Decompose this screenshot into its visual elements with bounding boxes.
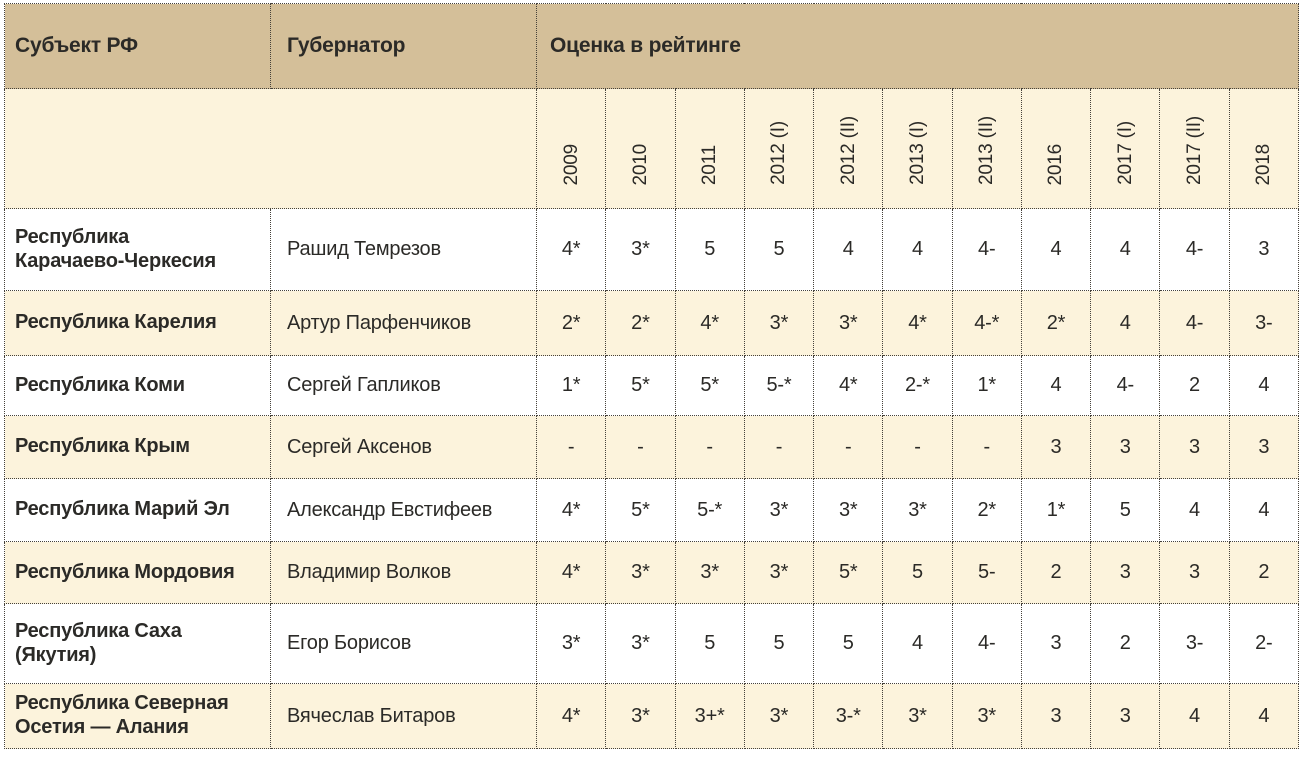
rating-cell: 3* — [744, 684, 813, 749]
rating-cell: 4 — [883, 604, 952, 684]
rating-cell: - — [606, 416, 675, 479]
table-row — [5, 684, 1299, 749]
rating-cell: 5* — [814, 542, 883, 604]
rating-cell: 4 — [1160, 479, 1229, 542]
rating-cell: 3* — [606, 684, 675, 749]
rating-cell: 5-* — [675, 479, 744, 542]
rating-cell: 4 — [883, 209, 952, 291]
rating-cell: - — [814, 416, 883, 479]
rating-cell: 3* — [606, 209, 675, 291]
column-header-subject: Субъект РФ — [5, 4, 271, 89]
governor-cell: Вячеслав Битаров — [271, 684, 537, 749]
rating-cell: - — [952, 416, 1021, 479]
year-header-cell — [1160, 89, 1229, 209]
rating-cell: - — [675, 416, 744, 479]
rating-cell: 2 — [1229, 542, 1298, 604]
table-row — [5, 356, 1299, 416]
table-row — [5, 479, 1299, 542]
governor-cell: Сергей Аксенов — [271, 416, 537, 479]
table-row — [5, 209, 1299, 291]
rating-cell: 3* — [744, 291, 813, 356]
rating-cell: 2 — [1160, 356, 1229, 416]
rating-cell: 1* — [952, 356, 1021, 416]
rating-cell: 4* — [675, 291, 744, 356]
year-label: 2012 (II) — [837, 116, 859, 185]
rating-cell: 3* — [744, 542, 813, 604]
rating-cell: 3 — [1229, 416, 1298, 479]
governor-cell: Александр Евстифеев — [271, 479, 537, 542]
year-header-cell — [814, 89, 883, 209]
rating-cell: 4* — [883, 291, 952, 356]
rating-cell: 2* — [537, 291, 606, 356]
column-header-governor: Губернатор — [271, 4, 537, 89]
rating-cell: 2- — [1229, 604, 1298, 684]
rating-cell: 3* — [814, 479, 883, 542]
rating-cell: 3 — [1091, 416, 1160, 479]
rating-cell: 4* — [537, 542, 606, 604]
rating-cell: 4- — [1160, 291, 1229, 356]
rating-cell: 3* — [675, 542, 744, 604]
rating-cell: 4- — [1160, 209, 1229, 291]
year-header-cell — [537, 89, 606, 209]
year-header-cell — [1021, 89, 1090, 209]
year-label: 2011 — [699, 144, 721, 185]
year-header-row — [5, 89, 1299, 209]
year-header-cell — [675, 89, 744, 209]
rating-cell: 5 — [883, 542, 952, 604]
subject-cell: Республика Марий Эл — [5, 479, 271, 542]
rating-cell: 3* — [883, 479, 952, 542]
governor-rating-table — [4, 3, 1299, 749]
rating-cell: 4- — [952, 209, 1021, 291]
rating-cell: 5 — [1091, 479, 1160, 542]
rating-cell: - — [744, 416, 813, 479]
rating-cell: 3 — [1021, 604, 1090, 684]
rating-cell: 5 — [675, 604, 744, 684]
rating-cell: 3- — [1229, 291, 1298, 356]
year-header-cell — [952, 89, 1021, 209]
year-header-cell — [606, 89, 675, 209]
rating-cell: 3 — [1091, 684, 1160, 749]
year-header-cell — [744, 89, 813, 209]
year-label: 2017 (II) — [1184, 116, 1206, 185]
rating-cell: 5* — [675, 356, 744, 416]
rating-cell: 4 — [1021, 209, 1090, 291]
rating-cell: - — [537, 416, 606, 479]
rating-cell: 5* — [606, 356, 675, 416]
rating-cell: 3* — [814, 291, 883, 356]
year-label: 2010 — [629, 143, 651, 185]
rating-cell: 2* — [952, 479, 1021, 542]
rating-cell: 2 — [1091, 604, 1160, 684]
rating-cell: 3+* — [675, 684, 744, 749]
table-row — [5, 416, 1299, 479]
governor-cell: Сергей Гапликов — [271, 356, 537, 416]
year-label: 2013 (I) — [906, 121, 928, 185]
rating-cell: 4 — [1021, 356, 1090, 416]
rating-cell: 3* — [606, 604, 675, 684]
rating-cell: 4 — [1091, 291, 1160, 356]
year-label: 2012 (I) — [768, 121, 790, 185]
subject-cell: Республика Коми — [5, 356, 271, 416]
rating-cell: 3- — [1160, 604, 1229, 684]
subject-cell: Республика Мордовия — [5, 542, 271, 604]
rating-cell: 4-* — [952, 291, 1021, 356]
rating-cell: 5- — [952, 542, 1021, 604]
table-row — [5, 604, 1299, 684]
rating-cell: 4 — [1229, 684, 1298, 749]
rating-cell: 3 — [1091, 542, 1160, 604]
column-header-rating: Оценка в рейтинге — [537, 4, 1299, 89]
rating-cell: 3 — [1021, 684, 1090, 749]
rating-cell: 4 — [814, 209, 883, 291]
rating-cell: 3-* — [814, 684, 883, 749]
rating-cell: 4 — [1229, 356, 1298, 416]
rating-cell: 3* — [537, 604, 606, 684]
year-label: 2016 — [1045, 143, 1067, 185]
rating-cell: 3 — [1160, 416, 1229, 479]
year-header-cell — [1229, 89, 1298, 209]
table-body — [5, 209, 1299, 749]
year-label: 2009 — [560, 143, 582, 185]
year-row-spacer — [5, 89, 537, 209]
rating-cell: 4 — [1229, 479, 1298, 542]
governor-cell: Рашид Темрезов — [271, 209, 537, 291]
table-row — [5, 542, 1299, 604]
rating-cell: 5 — [744, 604, 813, 684]
subject-cell: Республика Северная Осетия — Алания — [5, 684, 271, 749]
rating-cell: 1* — [537, 356, 606, 416]
rating-cell: 3* — [606, 542, 675, 604]
year-label: 2013 (II) — [976, 116, 998, 185]
table-header-row — [5, 4, 1299, 89]
rating-cell: 5 — [744, 209, 813, 291]
rating-cell: 3 — [1160, 542, 1229, 604]
rating-cell: 4- — [952, 604, 1021, 684]
rating-cell: 3* — [952, 684, 1021, 749]
subject-cell: Республика Саха (Якутия) — [5, 604, 271, 684]
year-header-cell — [1091, 89, 1160, 209]
rating-cell: 5-* — [744, 356, 813, 416]
governor-cell: Владимир Волков — [271, 542, 537, 604]
rating-cell: 1* — [1021, 479, 1090, 542]
year-label: 2018 — [1253, 143, 1275, 185]
rating-cell: - — [883, 416, 952, 479]
governor-cell: Артур Парфенчиков — [271, 291, 537, 356]
rating-cell: 3* — [883, 684, 952, 749]
subject-cell: Республика Карелия — [5, 291, 271, 356]
rating-cell: 5* — [606, 479, 675, 542]
rating-cell: 3 — [1229, 209, 1298, 291]
rating-cell: 2-* — [883, 356, 952, 416]
governor-cell: Егор Борисов — [271, 604, 537, 684]
rating-cell: 2* — [1021, 291, 1090, 356]
rating-cell: 2 — [1021, 542, 1090, 604]
subject-cell: Республика Крым — [5, 416, 271, 479]
rating-cell: 5 — [675, 209, 744, 291]
rating-cell: 4 — [1160, 684, 1229, 749]
rating-cell: 3* — [744, 479, 813, 542]
rating-cell: 3 — [1021, 416, 1090, 479]
rating-cell: 4- — [1091, 356, 1160, 416]
rating-cell: 4 — [1091, 209, 1160, 291]
rating-cell: 4* — [537, 209, 606, 291]
rating-cell: 5 — [814, 604, 883, 684]
rating-cell: 4* — [537, 684, 606, 749]
subject-cell: Республика Карачаево-Черкесия — [5, 209, 271, 291]
year-header-cell — [883, 89, 952, 209]
year-label: 2017 (I) — [1114, 121, 1136, 185]
rating-cell: 4* — [814, 356, 883, 416]
rating-cell: 2* — [606, 291, 675, 356]
table-row — [5, 291, 1299, 356]
rating-cell: 4* — [537, 479, 606, 542]
